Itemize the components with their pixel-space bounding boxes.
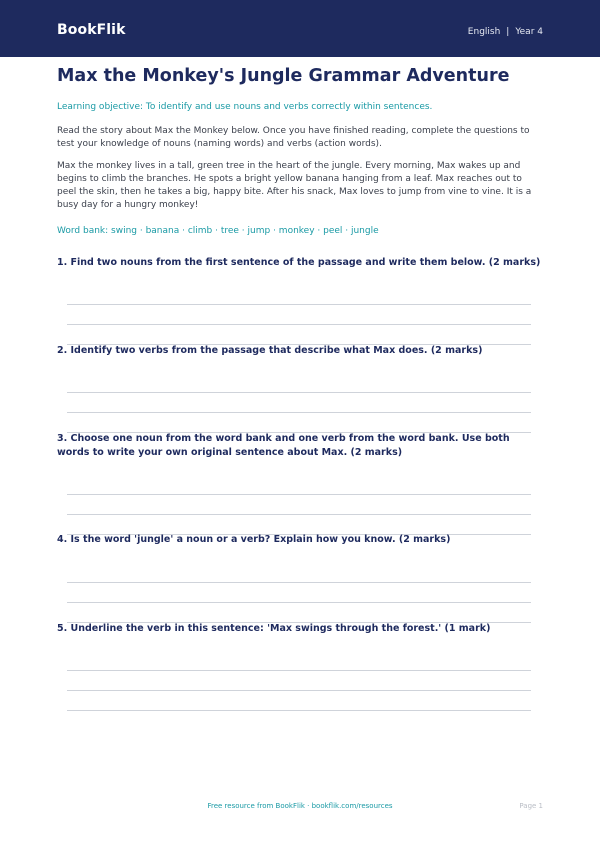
answer-line[interactable]: [67, 392, 531, 393]
story-passage: Max the monkey lives in a tall, green tree in the heart of the jungle. Every morning, Max wakes up and begins to climb the branches. He spots a bright yellow banana hanging from a leaf. Max reaches out to peel the skin, then he takes a big, happy bite. After his snack, Max loves to jump from vine to vine. It is a busy day for a hungry monkey!: [57, 161, 532, 210]
answer-line[interactable]: [67, 494, 531, 495]
brand-logo[interactable]: BookFlik: [57, 22, 126, 38]
answer-line[interactable]: [67, 304, 531, 305]
answer-line[interactable]: [67, 514, 531, 515]
answer-line[interactable]: [67, 412, 531, 413]
answer-line[interactable]: [67, 670, 531, 671]
question-2: 2. Identify two verbs from the passage that describe what Max does. (2 marks): [57, 345, 483, 356]
header-bar: [0, 0, 600, 57]
meta-separator: |: [506, 27, 510, 37]
year-label: Year 4: [515, 27, 543, 37]
question-4: 4. Is the word 'jungle' a noun or a verb? Explain how you know. (2 marks): [57, 534, 451, 545]
header-meta: [468, 27, 543, 37]
footer-resource-link[interactable]: Free resource from BookFlik · bookflik.com/resources: [207, 802, 393, 810]
answer-line[interactable]: [67, 582, 531, 583]
instructions-paragraph: Read the story about Max the Monkey below. Once you have finished reading, complete the questions to test your knowledge of nouns (naming words) and verbs (action words).: [57, 126, 530, 149]
question-3: 3. Choose one noun from the word bank and one verb from the word bank. Use both words to write your own original sentence about Max. (2 marks): [57, 433, 510, 458]
answer-line[interactable]: [67, 324, 531, 325]
page-number: Page 1: [519, 802, 543, 810]
answer-line[interactable]: [67, 690, 531, 691]
question-1: 1. Find two nouns from the first sentence of the passage and write them below. (2 marks): [57, 257, 541, 268]
learning-objective: Learning objective: To identify and use nouns and verbs correctly within sentences.: [57, 102, 433, 112]
question-5: 5. Underline the verb in this sentence: 'Max swings through the forest.' (1 mark): [57, 623, 491, 634]
subject-label: English: [467, 27, 501, 37]
answer-line[interactable]: [67, 602, 531, 603]
answer-line[interactable]: [67, 710, 531, 711]
word-bank: Word bank: swing · banana · climb · tree · jump · monkey · peel · jungle: [57, 226, 379, 236]
worksheet-title: Max the Monkey's Jungle Grammar Adventure: [57, 66, 510, 86]
